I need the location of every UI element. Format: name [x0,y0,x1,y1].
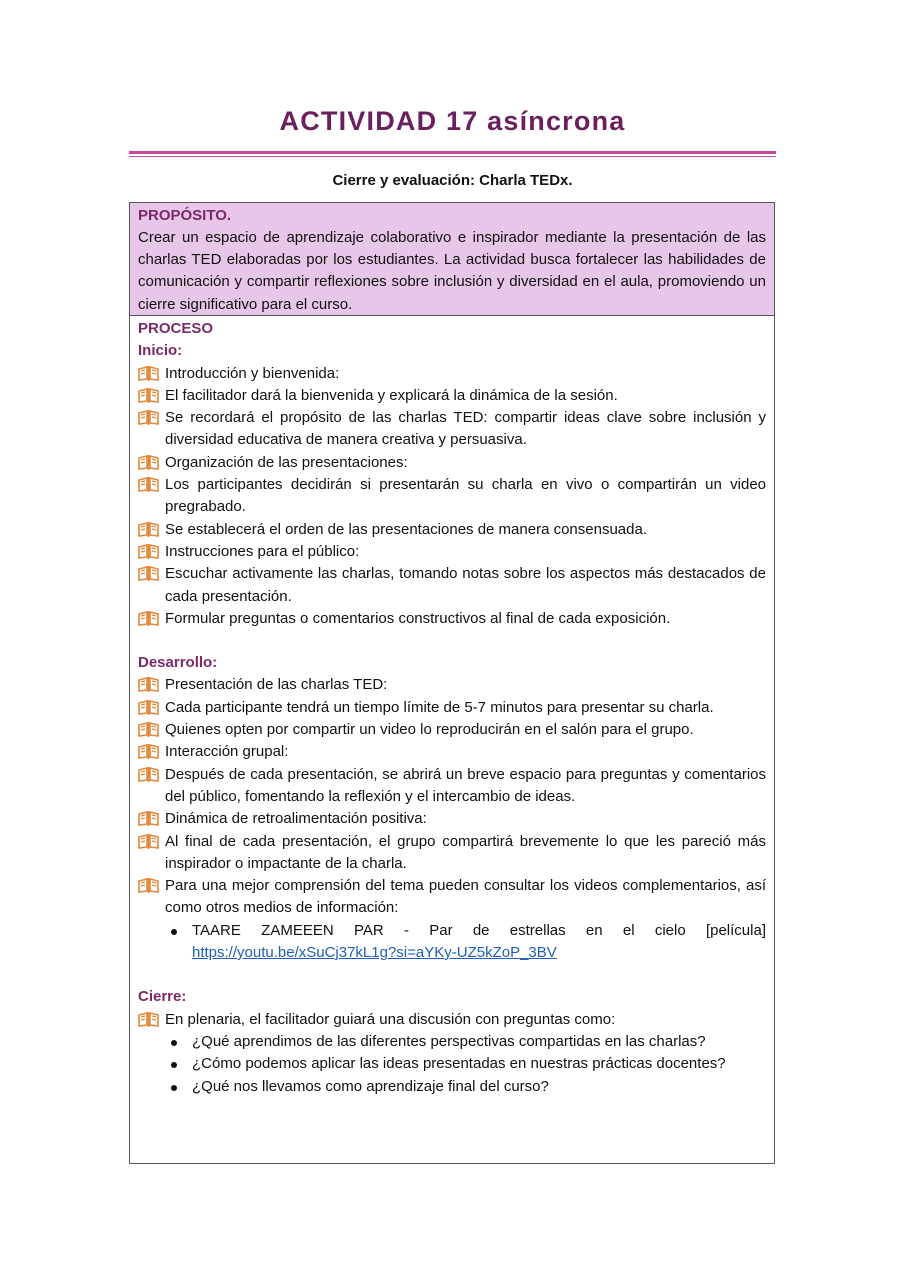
list-item: Escuchar activamente las charlas, tomando notas sobre los aspectos más destacados de cada presentación. [138,563,766,608]
book-bullet-icon [138,1012,159,1027]
list-item: Cada participante tendrá un tiempo límite de 5-7 minutos para presentar su charla. [138,697,766,719]
list-item: Los participantes decidirán si presentarán su charla en vivo o compartirán un video pregrabado. [138,474,766,519]
activity-box [129,202,775,1164]
resource-link[interactable]: https://youtu.be/xSuCj37kL1g?si=aYKy-UZ5kZoP_3BV [192,944,557,962]
book-bullet-icon [138,455,159,470]
book-bullet-icon [138,700,159,715]
bullet-dot-icon [171,1040,177,1046]
book-bullet-icon [138,522,159,537]
book-bullet-icon [138,834,159,849]
book-bullet-icon [138,744,159,759]
book-bullet-icon [138,722,159,737]
list-item: Interacción grupal: [138,741,766,763]
list-item: Formular preguntas o comentarios constructivos al final de cada exposición. [138,608,766,630]
list-item: Presentación de las charlas TED: [138,674,766,696]
process-heading: PROCESO [138,320,214,337]
book-bullet-icon [138,878,159,893]
list-item: Organización de las presentaciones: [138,452,766,474]
question-item: ¿Qué nos llevamos como aprendizaje final del curso? [138,1076,766,1098]
list-item: En plenaria, el facilitador guiará una discusión con preguntas como: [138,1009,766,1031]
list-item: Para una mejor comprensión del tema pueden consultar los videos complementarios, así como otros medios de información: [138,875,766,920]
book-bullet-icon [138,366,159,381]
book-bullet-icon [138,811,159,826]
book-bullet-icon [138,477,159,492]
question-item: ¿Qué aprendimos de las diferentes perspectivas compartidas en las charlas? [138,1031,766,1053]
resource-text: TAARE ZAMEEEN PAR - Par de estrellas en el cielo [película] [192,921,766,939]
subtitle: Cierre y evaluación: Charla TEDx. [332,172,573,189]
book-bullet-icon [138,544,159,559]
desarrollo-list [138,674,766,964]
book-bullet-icon [138,410,159,425]
book-bullet-icon [138,611,159,626]
bullet-dot-icon [171,1085,177,1091]
list-item: Quienes opten por compartir un video lo reproducirán en el salón para el grupo. [138,719,766,741]
book-bullet-icon [138,767,159,782]
inicio-list [138,363,766,631]
title-rule [129,151,776,159]
list-item: Al final de cada presentación, el grupo compartirá brevemente lo que les pareció más inspirador o impactante de la charla. [138,831,766,876]
desarrollo-label: Desarrollo: [138,654,218,672]
list-item: Dinámica de retroalimentación positiva: [138,808,766,830]
book-bullet-icon [138,677,159,692]
book-bullet-icon [138,566,159,581]
inicio-label: Inicio: [138,342,183,360]
list-item: Introducción y bienvenida: [138,363,766,385]
purpose-text: Crear un espacio de aprendizaje colaborativo e inspirador mediante la presentación de las charlas TED elaboradas por los estudiantes. La actividad busca fortalecer las habilidades de comunicación y compartir reflexiones sobre inclusión y diversidad en el aula, promoviendo un cierre significativo para el curso. [138,229,766,313]
list-item: Se recordará el propósito de las charlas TED: compartir ideas clave sobre inclusión y diversidad educativa de manera creativa y persuasiva. [138,407,766,452]
cierre-label: Cierre: [138,988,187,1006]
question-item: ¿Cómo podemos aplicar las ideas presentadas en nuestras prácticas docentes? [138,1053,766,1075]
list-item: Instrucciones para el público: [138,541,766,563]
purpose-section [130,203,774,316]
list-item: Después de cada presentación, se abrirá un breve espacio para preguntas y comentarios del público, fomentando la reflexión y el intercambio de ideas. [138,764,766,809]
bullet-dot-icon [171,1062,177,1068]
page-title: ACTIVIDAD 17 asíncrona [279,106,626,136]
bullet-dot-icon [171,929,177,935]
resource-item [138,920,766,965]
process-section [130,316,774,1098]
book-bullet-icon [138,388,159,403]
list-item: Se establecerá el orden de las presentaciones de manera consensuada. [138,519,766,541]
purpose-heading: PROPÓSITO. [138,207,232,224]
list-item: El facilitador dará la bienvenida y explicará la dinámica de la sesión. [138,385,766,407]
